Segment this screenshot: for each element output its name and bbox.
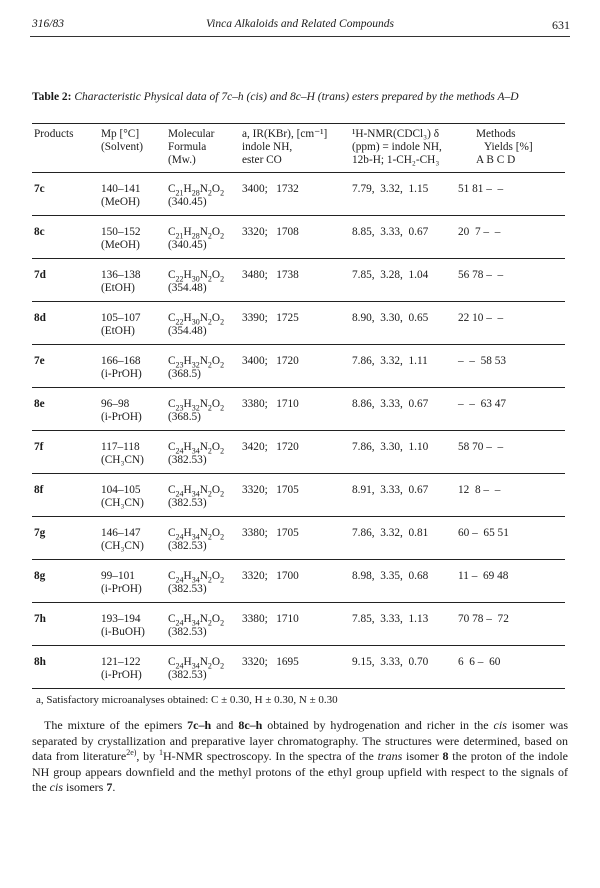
compound-id: 8c [34,226,45,238]
row-divider [32,430,565,431]
solvent: (i-PrOH) [101,669,142,681]
yields: 6 6 – 60 [458,656,501,668]
compound-id: 7e [34,355,45,367]
molecular-weight: (382.53) [168,497,207,509]
compound-id: 8e [34,398,45,410]
molecular-formula: $C_{24}H_{34}N_2O_2$ [168,613,225,628]
melting-point: 104–105 [101,484,141,496]
row-divider [32,387,565,388]
melting-point: 166–168 [101,355,141,367]
col-header-nmr-ch3: 12b-H; 1-CH₂-CH₃ [352,154,440,166]
row-divider [32,516,565,517]
compound-id: 8d [34,312,46,324]
journal-code: 316/83 [32,18,64,30]
table-caption [32,90,567,104]
yields: 51 81 – – [458,183,504,195]
yields: 22 10 – – [458,312,504,324]
ir-values: 3420; 1720 [242,441,299,453]
solvent: (CH₃CN) [101,540,144,552]
molecular-weight: (382.53) [168,540,207,552]
col-header-ir-nh: indole NH, [242,141,293,153]
row-divider [32,602,565,603]
nmr-values: 8.86, 3.33, 0.67 [352,398,429,410]
row-divider [32,559,565,560]
molecular-weight: (382.53) [168,626,207,638]
col-header-ir: a, IR(KBr), [cm⁻¹] [242,128,328,140]
yields: 70 78 – 72 [458,613,509,625]
running-header [30,18,570,32]
ir-values: 3320; 1705 [242,484,299,496]
col-header-products: Products [34,128,74,140]
col-header-mw: (Mw.) [168,154,196,166]
melting-point: 105–107 [101,312,141,324]
ir-values: 3480; 1738 [242,269,299,281]
melting-point: 121–122 [101,656,141,668]
nmr-values: 8.98, 3.35, 0.68 [352,570,429,582]
compound-id: 7d [34,269,46,281]
nmr-values: 7.85, 3.33, 1.13 [352,613,429,625]
molecular-formula: $C_{21}H_{28}N_2O_2$ [168,226,225,241]
solvent: (i-PrOH) [101,411,142,423]
ir-values: 3400; 1732 [242,183,299,195]
col-header-nmr: ¹H-NMR(CDCl₃) δ [352,128,440,140]
row-divider [32,645,565,646]
ir-values: 3380; 1705 [242,527,299,539]
solvent: (MeOH) [101,196,140,208]
compound-id: 8g [34,570,46,582]
molecular-formula: $C_{22}H_{30}N_2O_2$ [168,312,225,327]
molecular-formula: $C_{24}H_{34}N_2O_2$ [168,527,225,542]
solvent: (MeOH) [101,239,140,251]
col-header-molecular: Molecular [168,128,215,140]
solvent: (i-BuOH) [101,626,145,638]
molecular-formula: $C_{21}H_{28}N_2O_2$ [168,183,225,198]
row-divider [32,344,565,345]
header-bottom-rule [32,172,565,173]
col-header-yields: Yields [%] [484,141,533,153]
melting-point: 96–98 [101,398,130,410]
yields: – – 58 53 [458,355,507,367]
molecular-weight: (354.48) [168,282,207,294]
molecular-formula: $C_{24}H_{34}N_2O_2$ [168,441,225,456]
col-header-solvent: (Solvent) [101,141,144,153]
nmr-values: 7.86, 3.32, 1.11 [352,355,428,367]
molecular-weight: (368.5) [168,368,201,380]
molecular-formula: $C_{22}H_{30}N_2O_2$ [168,269,225,284]
melting-point: 150–152 [101,226,141,238]
melting-point: 146–147 [101,527,141,539]
table-caption-label: Table 2: [32,91,72,103]
row-divider [32,258,565,259]
melting-point: 140–141 [101,183,141,195]
compound-id: 8h [34,656,46,668]
molecular-formula: $C_{24}H_{34}N_2O_2$ [168,656,225,671]
molecular-weight: (340.45) [168,196,207,208]
ir-values: 3400; 1720 [242,355,299,367]
page-number: 631 [552,18,570,32]
nmr-values: 8.90, 3.30, 0.65 [352,312,429,324]
table-top-rule [32,123,565,124]
melting-point: 136–138 [101,269,141,281]
nmr-values: 9.15, 3.33, 0.70 [352,656,429,668]
table-caption-text: Characteristic Physical data of 7c–h (cis) and 8c–H (trans) esters prepared by the methods A–D [74,91,519,103]
table-footnote: a, Satisfactory microanalyses obtained: C ± 0.30, H ± 0.30, N ± 0.30 [36,694,338,706]
yields: – – 63 47 [458,398,507,410]
molecular-weight: (382.53) [168,669,207,681]
compound-id: 7f [34,441,44,453]
ir-values: 3320; 1708 [242,226,299,238]
melting-point: 193–194 [101,613,141,625]
solvent: (i-PrOH) [101,583,142,595]
row-divider [32,473,565,474]
nmr-values: 7.85, 3.28, 1.04 [352,269,429,281]
yields: 60 – 65 51 [458,527,509,539]
nmr-values: 8.91, 3.33, 0.67 [352,484,429,496]
ir-values: 3390; 1725 [242,312,299,324]
molecular-formula: $C_{24}H_{34}N_2O_2$ [168,570,225,585]
nmr-values: 7.86, 3.30, 1.10 [352,441,429,453]
nmr-values: 8.85, 3.33, 0.67 [352,226,429,238]
melting-point: 99–101 [101,570,135,582]
compound-id: 7g [34,527,46,539]
header-rule [30,36,570,37]
molecular-formula: $C_{24}H_{34}N_2O_2$ [168,484,225,499]
molecular-weight: (340.45) [168,239,207,251]
col-header-formula: Formula [168,141,207,153]
compound-id: 7c [34,183,45,195]
nmr-values: 7.79, 3.32, 1.15 [352,183,429,195]
row-divider [32,215,565,216]
col-header-methods: Methods [476,128,516,140]
col-header-mp: Mp [°C] [101,128,140,140]
nmr-values: 7.86, 3.32, 0.81 [352,527,429,539]
solvent: (i-PrOH) [101,368,142,380]
body-paragraph: The mixture of the epimers 7c–h and 8c–h obtained by hydrogenation and richer in the cis isomer was separated by crystallization and preparative layer chromatography. The structures were determined, based on data from literature$^{2e)}$, by $^1$H-NMR spectroscopy. In the spectra of the trans isomer 8 the proton of the indole NH group appears downfield and the methyl protons of the ethyl group upfield with respect to the signals of the cis isomers 7. [32,718,569,794]
running-title: Vinca Alkaloids and Related Compounds [205,18,395,30]
molecular-weight: (382.53) [168,454,207,466]
col-header-nmr-nh: (ppm) = indole NH, [352,141,442,153]
molecular-formula: $C_{23}H_{32}N_2O_2$ [168,398,225,413]
compound-id: 7h [34,613,46,625]
molecular-weight: (354.48) [168,325,207,337]
molecular-formula: $C_{23}H_{32}N_2O_2$ [168,355,225,370]
row-divider [32,301,565,302]
col-header-ir-co: ester CO [242,154,282,166]
molecular-weight: (368.5) [168,411,201,423]
yields: 20 7 – – [458,226,501,238]
yields: 56 78 – – [458,269,504,281]
ir-values: 3320; 1700 [242,570,299,582]
solvent: (EtOH) [101,282,135,294]
yields: 58 70 – – [458,441,504,453]
solvent: (EtOH) [101,325,135,337]
compound-id: 8f [34,484,44,496]
solvent: (CH₃CN) [101,454,144,466]
table-bottom-rule [32,688,565,689]
solvent: (CH₃CN) [101,497,144,509]
ir-values: 3320; 1695 [242,656,299,668]
yields: 11 – 69 48 [458,570,509,582]
ir-values: 3380; 1710 [242,398,299,410]
melting-point: 117–118 [101,441,140,453]
col-header-abcd: A B C D [476,154,516,166]
molecular-weight: (382.53) [168,583,207,595]
ir-values: 3380; 1710 [242,613,299,625]
yields: 12 8 – – [458,484,501,496]
